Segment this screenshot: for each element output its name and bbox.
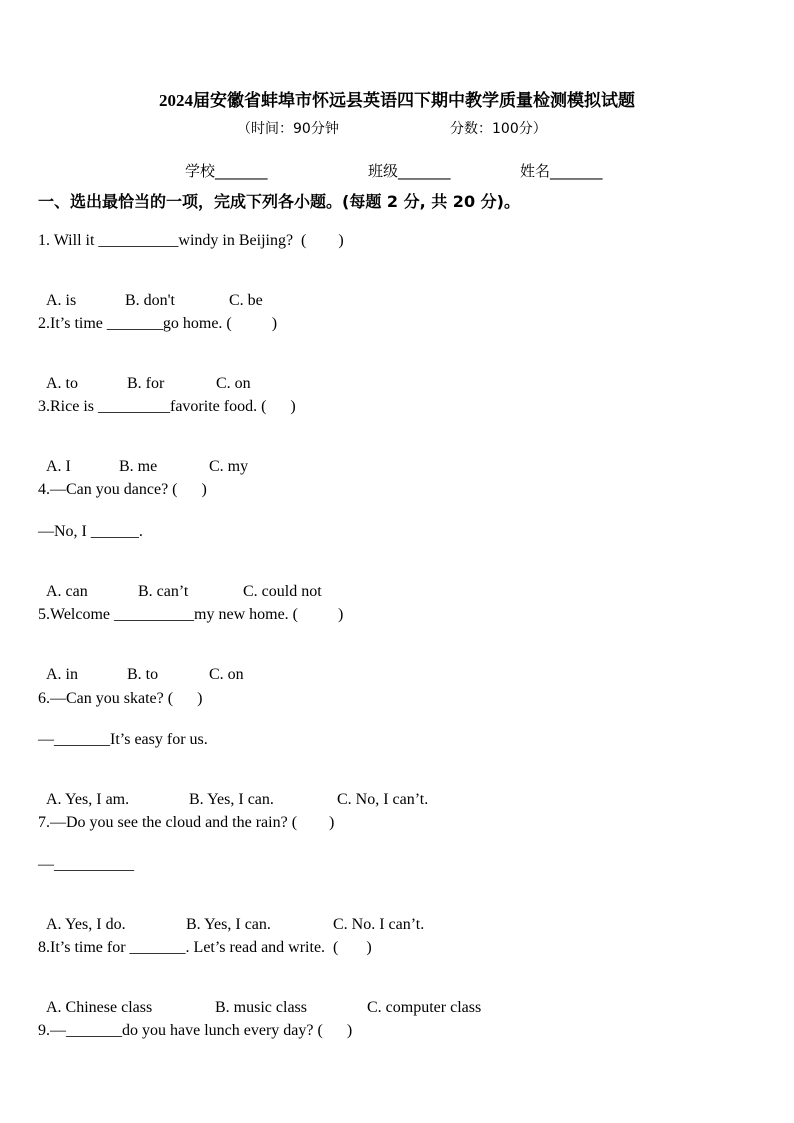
option-b: B. don't [125, 292, 175, 309]
question-stem: 8.It’s time for _______. Let’s read and write. ( ) [38, 939, 372, 956]
option-c: C. No. I can’t. [333, 916, 425, 933]
option-c: C. on [216, 375, 251, 392]
school-field: 学校_______ [185, 162, 268, 180]
exam-score: 分数：100分） [450, 121, 547, 137]
option-c: C. could not [243, 583, 322, 600]
class-field: 班级_______ [368, 162, 451, 180]
question-options [38, 565, 322, 601]
option-a: A. Yes, I am. [46, 791, 130, 808]
option-a: A. Chinese class [46, 999, 153, 1016]
option-a: A. is [46, 292, 77, 309]
option-a: A. to [46, 375, 78, 392]
page-title: 2024届安徽省蚌埠市怀远县英语四下期中教学质量检测模拟试题 [159, 91, 635, 110]
question-stem: 5.Welcome __________my new home. ( ) [38, 606, 344, 623]
option-a: A. I [46, 458, 71, 475]
question-answer-line: —No, I ______. [38, 523, 143, 540]
question-options [38, 898, 424, 934]
question-options [38, 981, 481, 1017]
question-stem: 4.—Can you dance? ( ) [38, 481, 207, 498]
option-b: B. me [119, 458, 158, 475]
option-c: C. on [209, 666, 244, 683]
question-options [38, 357, 251, 393]
option-a: A. in [46, 666, 78, 683]
question-options [38, 274, 263, 310]
question-stem: 9.—_______do you have lunch every day? ( ) [38, 1022, 353, 1039]
option-c: C. be [229, 292, 263, 309]
question-options [38, 440, 248, 476]
option-b: B. music class [215, 999, 307, 1016]
option-c: C. No, I can’t. [337, 791, 429, 808]
question-stem: 7.—Do you see the cloud and the rain? ( ) [38, 814, 335, 831]
question-answer-line: —__________ [38, 856, 134, 873]
option-a: A. Yes, I do. [46, 916, 126, 933]
option-b: B. for [127, 375, 165, 392]
question-stem: 1. Will it __________windy in Beijing? ( ) [38, 232, 344, 249]
question-stem: 6.—Can you skate? ( ) [38, 690, 203, 707]
option-b: B. can’t [138, 583, 189, 600]
option-b: B. Yes, I can. [189, 791, 274, 808]
question-options [38, 773, 428, 809]
option-c: C. my [209, 458, 249, 475]
section-heading: 一、选出最恰当的一项，完成下列各小题。(每题 2 分, 共 20 分)。 [38, 192, 520, 211]
name-field: 姓名_______ [520, 162, 603, 180]
option-b: B. Yes, I can. [186, 916, 271, 933]
option-b: B. to [127, 666, 159, 683]
question-answer-line: —_______It’s easy for us. [38, 731, 208, 748]
question-options [38, 648, 244, 684]
option-a: A. can [46, 583, 88, 600]
option-c: C. computer class [367, 999, 482, 1016]
question-stem: 2.It’s time _______go home. ( ) [38, 315, 278, 332]
question-stem: 3.Rice is _________favorite food. ( ) [38, 398, 296, 415]
exam-time: （时间：90分钟 [237, 121, 339, 137]
